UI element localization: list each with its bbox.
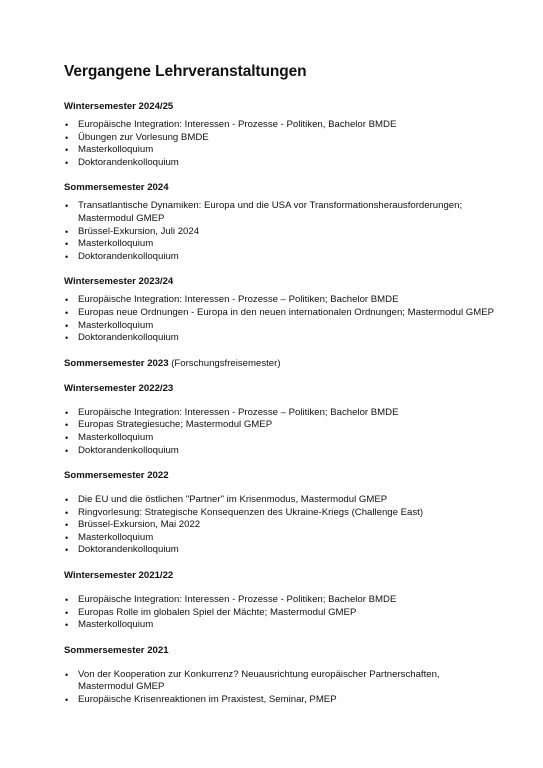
bullet-icon: •	[65, 520, 69, 531]
bullet-icon: •	[65, 333, 69, 344]
bullet-icon: •	[65, 495, 69, 506]
course-item	[64, 445, 494, 458]
course-title: Europas Rolle im globalen Spiel der Mächte; Mastermodul GMEP	[78, 606, 357, 618]
semester-heading	[64, 469, 494, 482]
semester-section	[64, 469, 494, 557]
course-list	[64, 407, 494, 457]
course-title: Die EU und die östlichen "Partner" im Krisenmodus, Mastermodul GMEP	[78, 494, 388, 506]
course-list	[64, 294, 494, 344]
course-list	[64, 669, 494, 707]
course-item	[64, 226, 494, 239]
course-item	[64, 619, 494, 632]
bullet-icon: •	[65, 407, 69, 418]
semester-list	[64, 100, 494, 707]
bullet-icon: •	[65, 669, 69, 680]
semester-section	[64, 100, 494, 169]
document-page	[64, 62, 494, 707]
course-title: Transatlantische Dynamiken: Europa und die USA vor Transformationsherausforderungen; Mastermodul GMEP	[78, 200, 463, 224]
semester-name: Sommersemester 2021	[64, 644, 169, 656]
page-title: Vergangene Lehrveranstaltungen	[64, 63, 307, 80]
bullet-icon: •	[65, 201, 69, 212]
course-title: Masterkolloquium	[78, 319, 154, 331]
course-title: Doktorandenkolloquium	[78, 250, 179, 262]
course-item	[64, 669, 494, 694]
course-title: Masterkolloquium	[78, 144, 154, 156]
course-item	[64, 251, 494, 264]
bullet-icon: •	[65, 545, 69, 556]
bullet-icon: •	[65, 239, 69, 250]
semester-name: Wintersemester 2024/25	[64, 101, 174, 112]
course-list	[64, 200, 494, 263]
course-item	[64, 238, 494, 251]
course-item	[64, 200, 494, 225]
semester-name: Sommersemester 2023	[64, 357, 169, 369]
course-item	[64, 320, 494, 333]
course-title: Europäische Integration: Interessen - Prozesse - Politiken, Bachelor BMDE	[78, 119, 397, 130]
course-item	[64, 132, 494, 145]
course-item	[64, 307, 494, 320]
bullet-icon: •	[65, 251, 69, 262]
course-item	[64, 294, 494, 307]
semester-section	[64, 357, 494, 370]
semester-note: (Forschungsfreisemester)	[171, 357, 281, 369]
bullet-icon: •	[65, 132, 69, 143]
semester-heading	[64, 357, 494, 370]
semester-name: Wintersemester 2021/22	[64, 570, 174, 582]
course-item	[64, 419, 494, 432]
course-list	[64, 594, 494, 632]
semester-heading	[64, 181, 494, 194]
bullet-icon: •	[65, 432, 69, 443]
bullet-icon: •	[65, 532, 69, 543]
course-item	[64, 494, 494, 507]
bullet-icon: •	[65, 145, 69, 156]
semester-section	[64, 644, 494, 707]
course-item	[64, 119, 494, 132]
course-title: Europas Strategiesuche; Mastermodul GMEP	[78, 419, 273, 431]
semester-heading	[64, 100, 494, 113]
course-title: Masterkolloquium	[78, 531, 154, 543]
bullet-icon: •	[65, 445, 69, 456]
semester-section	[64, 382, 494, 457]
semester-name: Sommersemester 2024	[64, 182, 169, 194]
course-item	[64, 694, 494, 707]
course-list	[64, 494, 494, 557]
course-item	[64, 594, 494, 607]
semester-name: Wintersemester 2022/23	[64, 382, 174, 394]
course-title: Doktorandenkolloquium	[78, 444, 179, 456]
course-title: Doktorandenkolloquium	[78, 332, 179, 344]
course-item	[64, 407, 494, 420]
course-title: Doktorandenkolloquium	[78, 544, 179, 556]
course-title: Masterkolloquium	[78, 619, 154, 631]
semester-section	[64, 569, 494, 632]
semester-heading	[64, 382, 494, 395]
course-title: Masterkolloquium	[78, 238, 154, 250]
course-title: Europäische Krisenreaktionen im Praxistest, Seminar, PMEP	[78, 694, 337, 706]
semester-section	[64, 275, 494, 344]
course-title: Brüssel-Exkursion, Mai 2022	[78, 519, 201, 531]
bullet-icon: •	[65, 620, 69, 631]
course-item	[64, 332, 494, 345]
course-title: Masterkolloquium	[78, 431, 154, 443]
bullet-icon: •	[65, 507, 69, 518]
semester-heading	[64, 644, 494, 657]
bullet-icon: •	[65, 157, 69, 168]
course-title: Europäische Integration: Interessen - Prozesse - Politiken; Bachelor BMDE	[78, 594, 397, 606]
bullet-icon: •	[65, 295, 69, 306]
course-title: Europäische Integration: Interessen - Prozesse – Politiken; Bachelor BMDE	[78, 406, 399, 418]
semester-heading	[64, 569, 494, 582]
bullet-icon: •	[65, 120, 69, 130]
semester-name: Wintersemester 2023/24	[64, 276, 174, 288]
bullet-icon: •	[65, 695, 69, 706]
semester-heading	[64, 275, 494, 288]
course-title: Doktorandenkolloquium	[78, 156, 179, 168]
bullet-icon: •	[65, 420, 69, 431]
course-title: Europas neue Ordnungen - Europa in den neuen internationalen Ordnungen; Mastermodul GMEP	[78, 306, 494, 318]
course-item	[64, 144, 494, 157]
course-item	[64, 157, 494, 170]
bullet-icon: •	[65, 307, 69, 318]
bullet-icon: •	[65, 595, 69, 606]
semester-section	[64, 181, 494, 263]
course-item	[64, 532, 494, 545]
bullet-icon: •	[65, 226, 69, 237]
course-item	[64, 432, 494, 445]
course-item	[64, 544, 494, 557]
bullet-icon: •	[65, 320, 69, 331]
course-title: Brüssel-Exkursion, Juli 2024	[78, 225, 200, 237]
course-item	[64, 507, 494, 520]
semester-name: Sommersemester 2022	[64, 470, 169, 482]
course-item	[64, 607, 494, 620]
course-list	[64, 119, 494, 169]
course-title: Ringvorlesung: Strategische Konsequenzen des Ukraine-Kriegs (Challenge East)	[78, 506, 424, 518]
course-title: Von der Kooperation zur Konkurrenz? Neuausrichtung europäischer Partnerschaften, Mastermodul GMEP	[78, 668, 440, 693]
course-title: Europäische Integration: Interessen - Prozesse – Politiken; Bachelor BMDE	[78, 294, 399, 306]
bullet-icon: •	[65, 607, 69, 618]
course-title: Übungen zur Vorlesung BMDE	[78, 131, 209, 143]
course-item	[64, 519, 494, 532]
